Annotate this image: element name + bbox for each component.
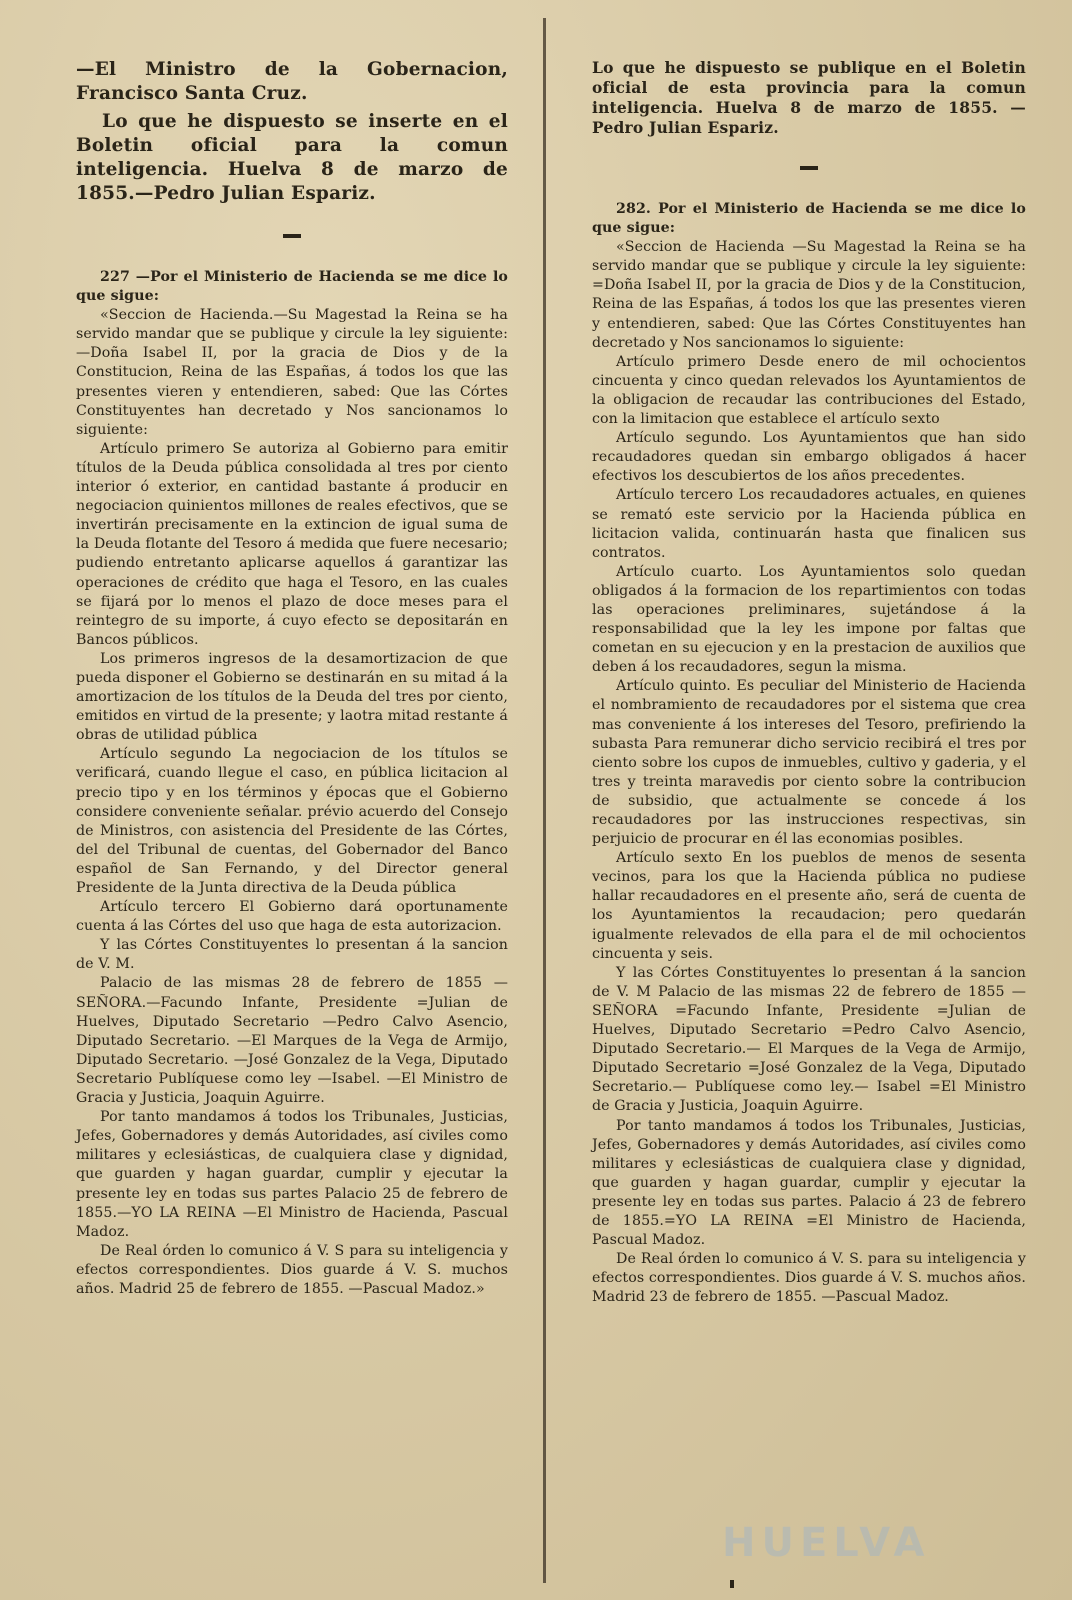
right-articulo-sexto: Artículo sexto En los pueblos de menos de sesenta vecinos, para los que la Hacienda pública no pudiese hallar recaudadores en el presente año, será de cuenta de los Ayuntamientos la recaudacion; pero quedarán igualmente relevados de ella para el de mil ochocientos cincuenta y seis.	[592, 850, 1026, 962]
column-divider	[543, 18, 546, 1583]
page-mark	[730, 1580, 734, 1588]
left-articulo-primero: Artículo primero Se autoriza al Gobierno para emitir títulos de la Deuda pública consolidada al tres por ciento interior ó exterior, en cantidad bastante á producir en negociacion quinientos millones de reales efectivos, que se invertirán precisamente en la extincion de igual suma de la Deuda flotante del Tesoro á medida que fuere necesario; pudiendo entretanto aplicarse aquellos á garantizar las operaciones de crédito que haga el Tesoro, en las cuales se fijará por lo menos el plazo de doce meses para el reintegro de su importe, á cuyo efecto se depositarán en Bancos públicos.	[76, 440, 508, 648]
right-articulo-primero: Artículo primero Desde enero de mil ochocientos cincuenta y cinco quedan relevados los Ayuntamientos de la obligacion de recaudar las contribuciones del Estado, con la limitacion que establece el artículo sexto	[592, 353, 1026, 428]
right-articulo-segundo: Artículo segundo. Los Ayuntamientos que han sido recaudadores quedan sin embargo obligados á hacer efectivos los descubiertos de los años precedentes.	[592, 430, 1026, 485]
right-paragraph-real-orden: De Real órden lo comunico á V. S. para su inteligencia y efectos correspondientes. Dios guarde á V. S. muchos años. Madrid 23 de febrero de 1855. —Pascual Madoz.	[592, 1251, 1026, 1306]
right-column	[592, 58, 1026, 1307]
section-separator	[283, 234, 301, 238]
right-paragraph-sancion: Y las Córtes Constituyentes lo presentan á la sancion de V. M Palacio de las mismas 22 de febrero de 1855 —SEÑORA =Facundo Infante, Presidente =Julian de Huelves, Diputado Secretario =Pedro Calvo Asencio, Diputado Secretario.— El Marques de la Vega de Armijo, Diputado Secretario =José Gonzalez de la Vega, Diputado Secretario.— Publíquese como ley.— Isabel =El Ministro de Gracia y Justicia, Joaquin Aguirre.	[592, 964, 1026, 1115]
right-paragraph-seccion: «Seccion de Hacienda —Su Magestad la Reina se ha servido mandar que se publique y circule la ley siguiente: =Doña Isabel II, por la gracia de Dios y de la Constitucion, Reina de las Españas, á todos los que las presentes vieren y entendieren, sabed: Que las Córtes Constituyentes han decretado y Nos sancionamos lo siguiente:	[592, 239, 1026, 351]
left-paragraph-desamortizacion: Los primeros ingresos de la desamortizacion de que pueda disponer el Gobierno se destinarán en su mitad á la amortizacion de los títulos de la Deuda del tres por ciento, emitidos en virtud de la presente; y laotra mitad restante á obras de utilidad pública	[76, 650, 508, 744]
left-paragraph-sancion: Y las Córtes Constituyentes lo presentan á la sancion de V. M.	[76, 937, 508, 973]
left-paragraph-palacio: Palacio de las mismas 28 de febrero de 1855 —SEÑORA.—Facundo Infante, Presidente =Julian de Huelves, Diputado Secretario —Pedro Calvo Asencio, Diputado Secretario. —El Marques de la Vega de Armijo, Diputado Secretario. —José Gonzalez de la Vega, Diputado Secretario Publíquese como ley —Isabel. —El Ministro de Gracia y Justicia, Joaquin Aguirre.	[76, 975, 508, 1107]
left-column	[76, 58, 508, 1299]
left-paragraph-seccion: «Seccion de Hacienda.—Su Magestad la Reina se ha servido mandar que se publique y circule la ley siguiente: —Doña Isabel II, por la gracia de Dios y de la Constitucion, Reina de las Españas, á todos los que las presentes vieren y entendieren, sabed: Que las Córtes Constituyentes han decretado y Nos sancionamos lo siguiente:	[76, 307, 508, 438]
right-item-282: 282. Por el Ministerio de Hacienda se me dice lo que sigue:	[592, 201, 1026, 237]
left-item-227: 227 —Por el Ministerio de Hacienda se me dice lo que sigue:	[76, 269, 508, 305]
left-articulo-tercero: Artículo tercero El Gobierno dará oportunamente cuenta á las Córtes del uso que haga de esta autorizacion.	[76, 899, 508, 935]
left-articulo-segundo: Artículo segundo La negociacion de los títulos se verificará, cuando llegue el caso, en pública licitacion al precio tipo y en los términos y épocas que el Gobierno considere conveniente señalar. prévio acuerdo del Consejo de Ministros, con asistencia del Presidente de las Córtes, del del Tribunal de cuentas, del Gobernador del Banco español de San Fernando, y del Director general Presidente de la Junta directiva de la Deuda pública	[76, 746, 508, 896]
left-heading-ministro: —El Ministro de la Gobernacion, Francisco Santa Cruz.	[76, 59, 508, 104]
left-paragraph-por-tanto: Por tanto mandamos á todos los Tribunales, Justicias, Jefes, Gobernadores y demás Autoridades, así civiles como militares y eclesiásticas, de cualquiera clase y dignidad, que guarden y hagan guardar, cumplir y ejecutar la presente ley en todas sus partes Palacio 25 de febrero de 1855.—YO LA REINA —El Ministro de Hacienda, Pascual Madoz.	[76, 1109, 508, 1240]
left-heading-publish-notice: Lo que he dispuesto se inserte en el Boletin oficial para la comun inteligencia. Huelva 8 de marzo de 1855.—Pedro Julian Espariz.	[76, 111, 508, 204]
right-articulo-tercero: Artículo tercero Los recaudadores actuales, en quienes se remató este servicio por la Hacienda pública en licitacion valida, continuarán hasta que finalicen sus contratos.	[592, 487, 1026, 561]
section-separator	[800, 166, 818, 170]
right-articulo-quinto: Artículo quinto. Es peculiar del Ministerio de Hacienda el nombramiento de recaudadores por el sistema que crea mas conveniente á los intereses del Tesoro, prefiriendo la subasta Para remunerar dicho servicio recibirá el tres por ciento sobre los cupos de inmuebles, cultivo y gaderia, y el tres y treinta maravedis por ciento sobre la contribucion de subsidio, que actualmente se concede á los recaudadores por las instrucciones respectivas, sin perjuicio de procurar en él las economias posibles.	[592, 678, 1026, 848]
left-paragraph-real-orden: De Real órden lo comunico á V. S para su inteligencia y efectos correspondientes. Dios guarde á V. S. muchos años. Madrid 25 de febrero de 1855. —Pascual Madoz.»	[76, 1242, 508, 1297]
right-paragraph-por-tanto: Por tanto mandamos á todos los Tribunales, Justicias, Jefes, Gobernadores y demás Autoridades, así civiles como militares y eclesiásticas de cualquiera clase y dignidad, que guarden y hagan guardar, cumplir y ejecutar la presente ley en todas sus partes. Palacio á 23 de febrero de 1855.=YO LA REINA =El Ministro de Hacienda, Pascual Madoz.	[592, 1117, 1026, 1249]
right-articulo-cuarto: Artículo cuarto. Los Ayuntamientos solo quedan obligados á la formacion de los repartimientos con todas las operaciones preliminares, sujetándose á la responsabilidad que la ley les impone por faltas que cometan en su ejecucion y en la prestacion de auxilios que deben á los recaudadores, segun la misma.	[592, 563, 1026, 676]
archive-watermark: HUELVA	[722, 1520, 931, 1566]
right-heading-publish-notice: Lo que he dispuesto se publique en el Boletin oficial de esta provincia para la comun inteligencia. Huelva 8 de marzo de 1855. —Pedro Julian Espariz.	[592, 58, 1026, 137]
